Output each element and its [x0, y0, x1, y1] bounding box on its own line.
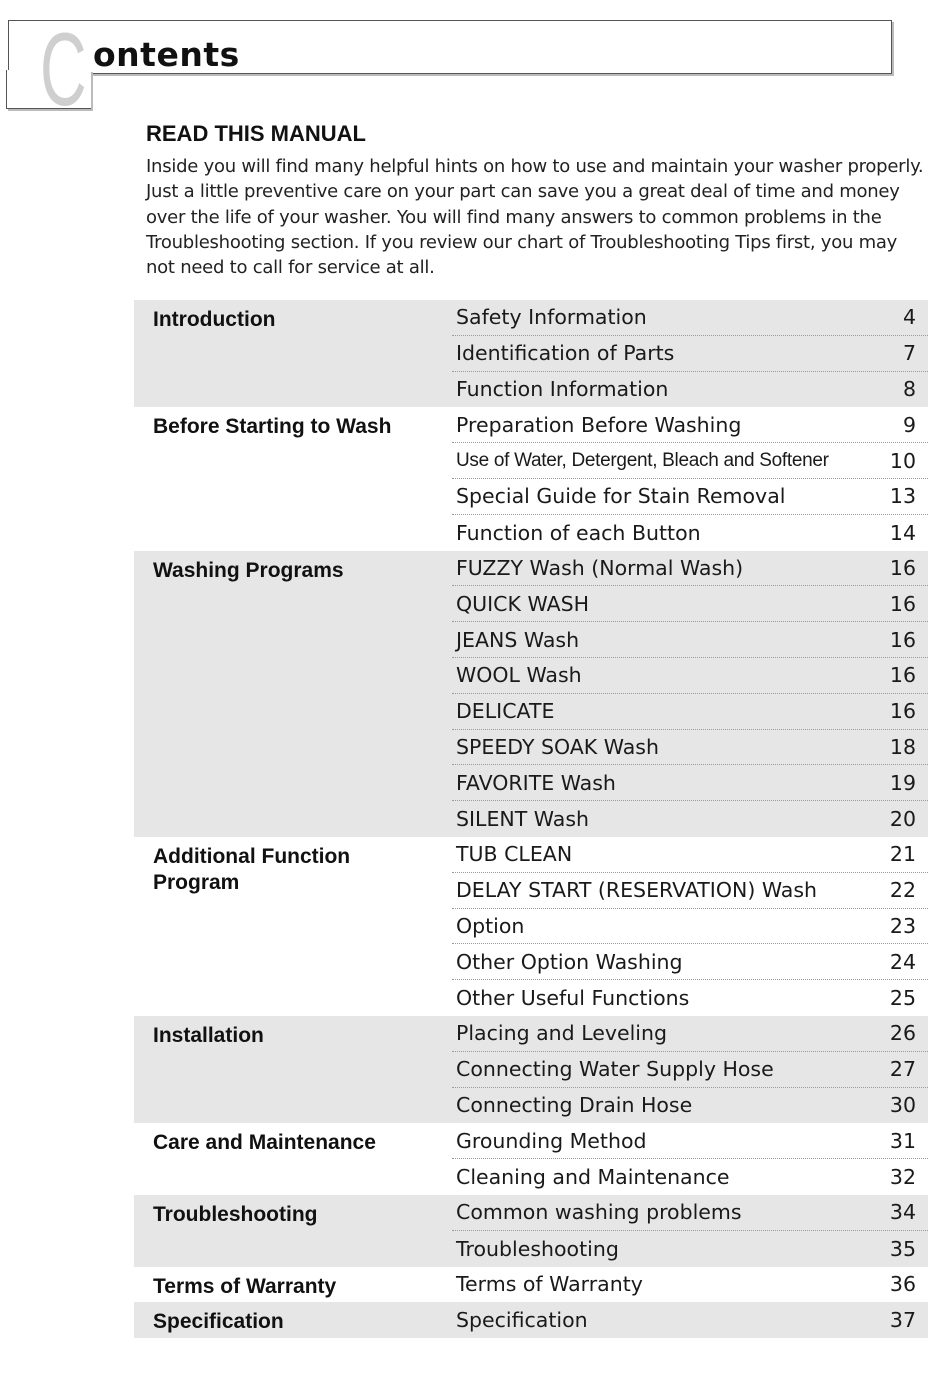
toc-entry-label: SILENT Wash — [456, 807, 589, 832]
toc-section-title: Additional Function Program — [153, 844, 351, 894]
toc-entry-page: 37 — [889, 1308, 916, 1333]
toc-entry — [452, 1088, 928, 1124]
toc-entry — [452, 909, 928, 945]
toc-entry-page: 30 — [889, 1093, 916, 1118]
toc-entry-page: 7 — [902, 341, 916, 366]
toc-entry-label: Safety Information — [456, 305, 647, 330]
toc-entry-label: FAVORITE Wash — [456, 770, 616, 795]
toc-section-title: Specification — [153, 1310, 284, 1334]
toc-entry-label: Connecting Drain Hose — [456, 1093, 693, 1118]
toc-section — [134, 1267, 928, 1303]
toc-entry-label: QUICK WASH — [456, 591, 590, 616]
toc-entry-page: 32 — [889, 1165, 916, 1190]
toc-section — [134, 300, 928, 407]
toc-entry-page: 19 — [889, 770, 916, 795]
toc-entry-page: 13 — [889, 484, 916, 509]
toc-entry-label: Common washing problems — [456, 1200, 742, 1225]
toc-entry-label: Use of Water, Detergent, Bleach and Softener — [456, 449, 829, 471]
toc-entry-label: SPEEDY SOAK Wash — [456, 734, 659, 759]
toc-entry-label: DELICATE — [456, 699, 555, 724]
title-initial-letter: C — [40, 12, 87, 128]
toc-entry-label: Other Option Washing — [456, 949, 683, 974]
toc-entry-list — [452, 407, 928, 550]
toc-entry-label: TUB CLEAN — [456, 842, 573, 867]
toc-entry-list — [452, 1123, 928, 1195]
toc-entry — [452, 1231, 928, 1267]
toc-entry — [452, 1159, 928, 1195]
toc-entry — [452, 980, 928, 1016]
toc-entry-label: JEANS Wash — [456, 627, 580, 652]
toc-entry — [452, 944, 928, 980]
toc-entry-page: 16 — [889, 591, 916, 616]
toc-entry — [452, 873, 928, 909]
toc-entry-label: Connecting Water Supply Hose — [456, 1057, 774, 1082]
toc-entry-label: FUZZY Wash (Normal Wash) — [456, 555, 744, 580]
toc-entry-page: 4 — [902, 305, 916, 330]
toc-entry — [452, 407, 928, 443]
toc-section-title: Care and Maintenance — [153, 1131, 376, 1155]
toc-entry-page: 26 — [889, 1021, 916, 1046]
toc-entry-page: 16 — [889, 555, 916, 580]
intro-heading: READ THIS MANUAL — [146, 121, 366, 146]
toc-entry — [452, 658, 928, 694]
toc-section — [134, 1302, 928, 1338]
toc-entry-label: WOOL Wash — [456, 663, 582, 688]
toc-entry — [452, 443, 928, 479]
toc-section-title: Before Starting to Wash — [153, 415, 392, 439]
toc-entry-list — [452, 300, 928, 407]
toc-entry — [452, 730, 928, 766]
page-title: ontents — [93, 35, 240, 74]
toc-entry-page: 36 — [889, 1272, 916, 1297]
toc-entry-label: Preparation Before Washing — [456, 412, 742, 437]
toc-entry-page: 34 — [889, 1200, 916, 1225]
toc-section-title: Troubleshooting — [153, 1202, 318, 1226]
toc-entry-label: Placing and Leveling — [456, 1021, 668, 1046]
toc-entry-list — [452, 1195, 928, 1267]
toc-entry — [452, 479, 928, 515]
toc-entry — [452, 551, 928, 587]
toc-entry-label: Terms of Warranty — [456, 1272, 643, 1297]
toc-section — [134, 837, 928, 1016]
toc-entry-list — [452, 551, 928, 837]
toc-entry-list — [452, 1267, 928, 1303]
toc-section — [134, 1195, 928, 1267]
toc-entry-label: Specification — [456, 1308, 588, 1333]
toc-entry — [452, 372, 928, 408]
toc-entry-page: 20 — [889, 807, 916, 832]
toc-entry — [452, 300, 928, 336]
toc-entry-label: Cleaning and Maintenance — [456, 1165, 730, 1190]
toc-entry — [452, 837, 928, 873]
toc-entry-label: Troubleshooting — [456, 1236, 619, 1261]
toc-entry-label: Other Useful Functions — [456, 986, 690, 1011]
toc-entry — [452, 801, 928, 837]
toc-entry-label: Identification of Parts — [456, 341, 675, 366]
toc-entry-label: Function of each Button — [456, 520, 701, 545]
toc-section — [134, 407, 928, 550]
toc-entry-page: 22 — [889, 878, 916, 903]
toc-section — [134, 551, 928, 837]
toc-entry-page: 27 — [889, 1057, 916, 1082]
toc-entry-label: DELAY START (RESERVATION) Wash — [456, 878, 818, 903]
toc-entry-page: 16 — [889, 699, 916, 724]
toc-entry-list — [452, 837, 928, 1016]
toc-entry-page: 24 — [889, 949, 916, 974]
toc-section-title: Washing Programs — [153, 558, 344, 582]
toc-entry — [452, 1302, 928, 1338]
toc-entry — [452, 1123, 928, 1159]
toc-entry-page: 35 — [889, 1236, 916, 1261]
toc-entry-label: Grounding Method — [456, 1128, 647, 1153]
intro-paragraph: Inside you will find many helpful hints on how to use and maintain your washer properly. Just a little preventive care on your part can save you a great deal of time and money over the life of your washer. You will find many answers to common problems in the Troubleshooting section. If you review our chart of Troubleshooting Tips first, you may not need to call for service at all. — [146, 156, 924, 279]
toc-entry — [452, 1195, 928, 1231]
toc-entry-page: 16 — [889, 627, 916, 652]
toc-entry-label: Special Guide for Stain Removal — [456, 484, 786, 509]
toc-entry-page: 9 — [902, 412, 916, 437]
toc-entry-page: 23 — [889, 913, 916, 938]
toc-section — [134, 1123, 928, 1195]
toc-entry — [452, 765, 928, 801]
toc-section-title: Installation — [153, 1023, 264, 1047]
toc-section-title: Introduction — [153, 308, 276, 331]
toc-entry-list — [452, 1302, 928, 1338]
toc-entry-page: 18 — [889, 734, 916, 759]
toc-entry — [452, 694, 928, 730]
toc-entry — [452, 1052, 928, 1088]
toc-entry-page: 14 — [889, 520, 916, 545]
toc-entry — [452, 622, 928, 658]
toc-section — [134, 1016, 928, 1123]
toc-entry — [452, 1016, 928, 1052]
toc-entry-label: Option — [456, 913, 525, 938]
toc-entry-page: 10 — [889, 448, 916, 473]
toc-entry-page: 21 — [889, 842, 916, 867]
toc-entry-page: 16 — [889, 663, 916, 688]
table-of-contents — [134, 300, 928, 1338]
toc-entry — [452, 586, 928, 622]
toc-entry — [452, 515, 928, 551]
toc-entry-label: Function Information — [456, 377, 669, 402]
toc-entry-list — [452, 1016, 928, 1123]
toc-section-title: Terms of Warranty — [153, 1274, 337, 1298]
toc-entry-page: 8 — [902, 377, 916, 402]
toc-entry-page: 25 — [889, 986, 916, 1011]
toc-entry — [452, 1267, 928, 1303]
toc-entry-page: 31 — [889, 1128, 916, 1153]
toc-entry — [452, 336, 928, 372]
